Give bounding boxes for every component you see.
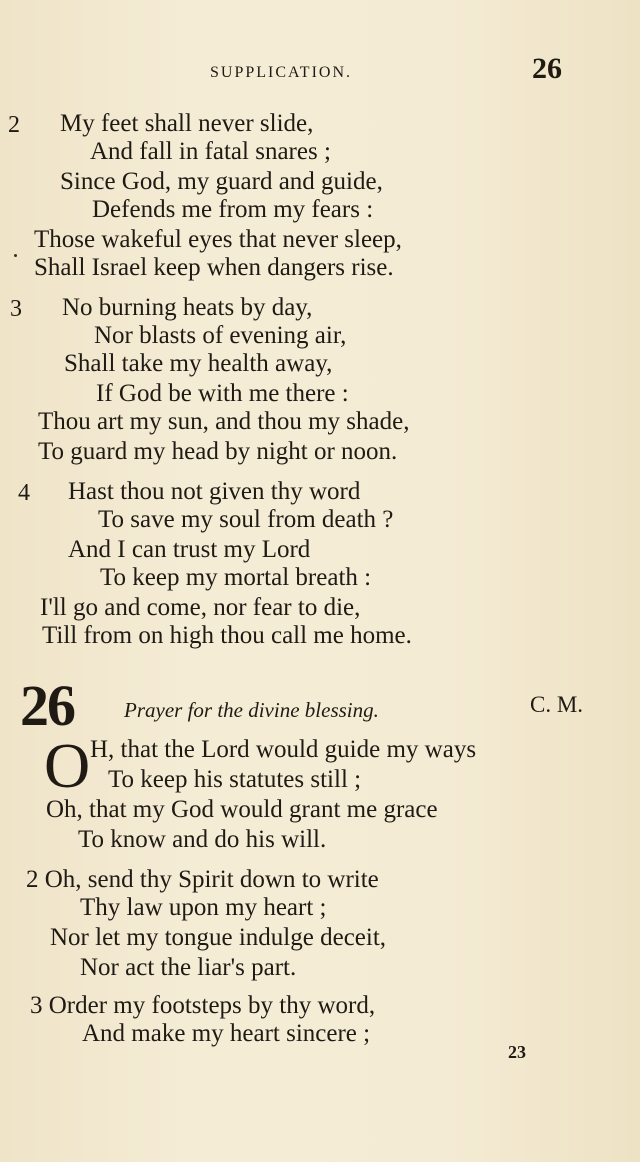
stanza-number: 3 xyxy=(10,296,22,322)
running-head: SUPPLICATION. xyxy=(210,64,353,81)
verse-line: To guard my head by night or noon. xyxy=(38,438,398,465)
verse-line: 2 Oh, send thy Spirit down to write xyxy=(26,866,379,893)
verse-line: To keep my mortal breath : xyxy=(100,564,372,591)
verse-line: If God be with me there : xyxy=(96,380,349,407)
verse-line: Hast thou not given thy word xyxy=(68,478,361,505)
verse-line: I'll go and come, nor fear to die, xyxy=(40,594,361,621)
stanza-number: 2 xyxy=(8,112,20,138)
verse-line: To save my soul from death ? xyxy=(98,506,394,533)
verse-line: Shall Israel keep when dangers rise. xyxy=(34,254,394,281)
hymn-meter: C. M. xyxy=(530,692,584,717)
verse-line: Those wakeful eyes that never sleep, xyxy=(34,226,402,253)
verse-line: No burning heats by day, xyxy=(62,294,313,321)
signature-mark: 23 xyxy=(508,1042,526,1062)
verse-line: Thou art my sun, and thou my shade, xyxy=(38,408,410,435)
verse-line: To keep his statutes still ; xyxy=(108,766,362,793)
page-number: 26 xyxy=(532,52,562,85)
verse-line: Since God, my guard and guide, xyxy=(60,168,383,195)
verse-line: Nor let my tongue indulge deceit, xyxy=(50,924,387,951)
verse-line: Thy law upon my heart ; xyxy=(80,894,327,921)
print-speck xyxy=(14,254,17,257)
verse-line: 3 Order my footsteps by thy word, xyxy=(30,992,376,1019)
hymn-title: Prayer for the divine blessing. xyxy=(124,698,379,722)
verse-line: My feet shall never slide, xyxy=(60,110,314,137)
verse-line: And fall in fatal snares ; xyxy=(90,138,331,165)
verse-line: Shall take my health away, xyxy=(64,350,333,377)
verse-line: And make my heart sincere ; xyxy=(82,1020,371,1047)
verse-line: Nor act the liar's part. xyxy=(80,954,297,981)
hymn-number: 26 xyxy=(20,673,74,738)
verse-line: Till from on high thou call me home. xyxy=(42,622,412,649)
verse-line: To know and do his will. xyxy=(78,826,327,853)
verse-line: And I can trust my Lord xyxy=(68,536,311,563)
verse-line: H, that the Lord would guide my ways xyxy=(90,736,477,763)
verse-line: Nor blasts of evening air, xyxy=(94,322,347,349)
verse-line: Oh, that my God would grant me grace xyxy=(46,796,438,823)
stanza-number: 4 xyxy=(18,480,30,506)
drop-cap: O xyxy=(44,730,91,801)
verse-line: Defends me from my fears : xyxy=(92,196,374,223)
